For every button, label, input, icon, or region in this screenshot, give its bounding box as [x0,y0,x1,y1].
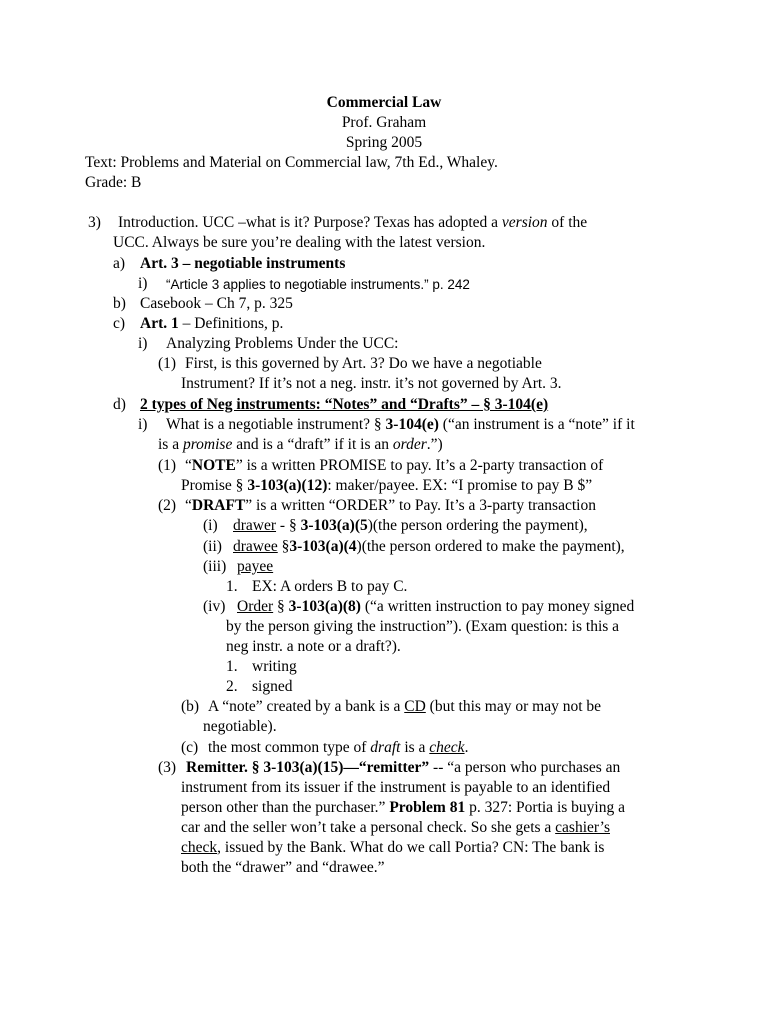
draft-line: “DRAFT” is a written “ORDER” to Pay. It’s a 3-party transaction [185,497,596,514]
payee-term: payee [237,558,274,575]
remitter-line-3: person other than the purchaser.” Problem 81 p. 327: Portia is buying a [181,799,625,816]
cd-line-1: A “note” created by a bank is a CD (but this may or may not be [208,698,602,715]
neg-instrument-line-2: is a promise and is a “draft” if it is an order.”) [158,436,443,453]
note-line-1: “NOTE” is a written PROMISE to pay. It’s a 2-party transaction of [185,457,604,474]
order-line-3: neg instr. a note or a draft?). [226,638,401,655]
drawer-line: drawer - § 3-103(a)(5)(the person ordering the payment), [233,517,588,534]
outline-marker-d-i: i) [138,416,148,433]
grade-line: Grade: B [85,174,142,191]
art3-quote: “Article 3 applies to negotiable instruments.” p. 242 [166,277,470,292]
heading-neg-instruments: 2 types of Neg instruments: “Notes” and “Drafts” – § 3-104(e) [140,396,549,413]
order-line-1: Order § 3-103(a)(8) (“a written instruction to pay money signed [237,598,635,615]
remitter-line-6: both the “drawer” and “drawee.” [181,859,385,876]
heading-art3: Art. 3 – negotiable instruments [140,255,346,272]
textbook-line: Text: Problems and Material on Commercial law, 7th Ed., Whaley. [85,154,498,171]
outline-marker-note: (1) [158,457,177,474]
outline-marker-d: d) [113,396,126,413]
outline-marker-a: a) [113,255,126,272]
outline-marker-draft: (2) [158,497,177,514]
order-signed: signed [252,678,293,695]
drawee-line: drawee §3-103(a)(4)(the person ordered to make the payment), [233,538,625,555]
remitter-line-1: Remitter. § 3-103(a)(15)—“remitter” -- “a person who purchases an [186,759,621,776]
outline-marker-paren-b: (b) [181,698,200,715]
outline-marker-roman-iv: (iv) [203,598,226,615]
remitter-line-5: check, issued by the Bank. What do we call Portia? CN: The bank is [181,839,605,856]
intro-line-1: Introduction. UCC –what is it? Purpose? Texas has adopted a version of the [118,214,588,231]
outline-marker-roman-iii: (iii) [203,558,227,575]
order-writing: writing [252,658,297,675]
intro-line-2: UCC. Always be sure you’re dealing with the latest version. [113,234,486,251]
cd-line-2: negotiable). [203,718,277,735]
governed-line-1: First, is this governed by Art. 3? Do we have a negotiable [185,355,542,372]
outline-marker-order-1: 1. [226,658,238,675]
term: Spring 2005 [345,134,423,151]
outline-marker-roman-i: (i) [203,517,218,534]
outline-marker-c-i-1: (1) [158,355,177,372]
outline-marker-3: 3) [88,214,101,231]
remitter-line-2: instrument from its issuer if the instrument is payable to an identified [181,779,611,796]
remitter-line-4: car and the seller won’t take a personal check. So she gets a cashier’s [181,819,610,836]
casebook-line: Casebook – Ch 7, p. 325 [140,295,293,312]
outline-marker-a-i: i) [138,275,148,292]
outline-marker-order-2: 2. [226,678,238,695]
neg-instrument-line-1: What is a negotiable instrument? § 3-104(e) (“an instrument is a “note” if it [166,416,635,433]
outline-marker-roman-ii: (ii) [203,538,222,555]
order-line-2: by the person giving the instruction”). (Exam question: is this a [226,618,620,635]
payee-example: EX: A orders B to pay C. [252,578,408,595]
art1-line: Art. 1 – Definitions, p. [140,315,284,332]
analyzing-problems-line: Analyzing Problems Under the UCC: [166,335,399,352]
outline-marker-c-i: i) [138,335,148,352]
note-line-2: Promise § 3-103(a)(12): maker/payee. EX: “I promise to pay B $” [181,477,593,494]
outline-marker-remitter: (3) [158,759,177,776]
outline-marker-c: c) [113,315,126,332]
professor-name: Prof. Graham [341,114,427,131]
outline-marker-b: b) [113,295,126,312]
outline-marker-paren-c: (c) [181,739,199,756]
outline-marker-payee-1: 1. [226,578,238,595]
document-title: Commercial Law [326,94,442,111]
check-line: the most common type of draft is a check. [208,739,469,756]
governed-line-2: Instrument? If it’s not a neg. instr. it’s not governed by Art. 3. [181,375,562,392]
